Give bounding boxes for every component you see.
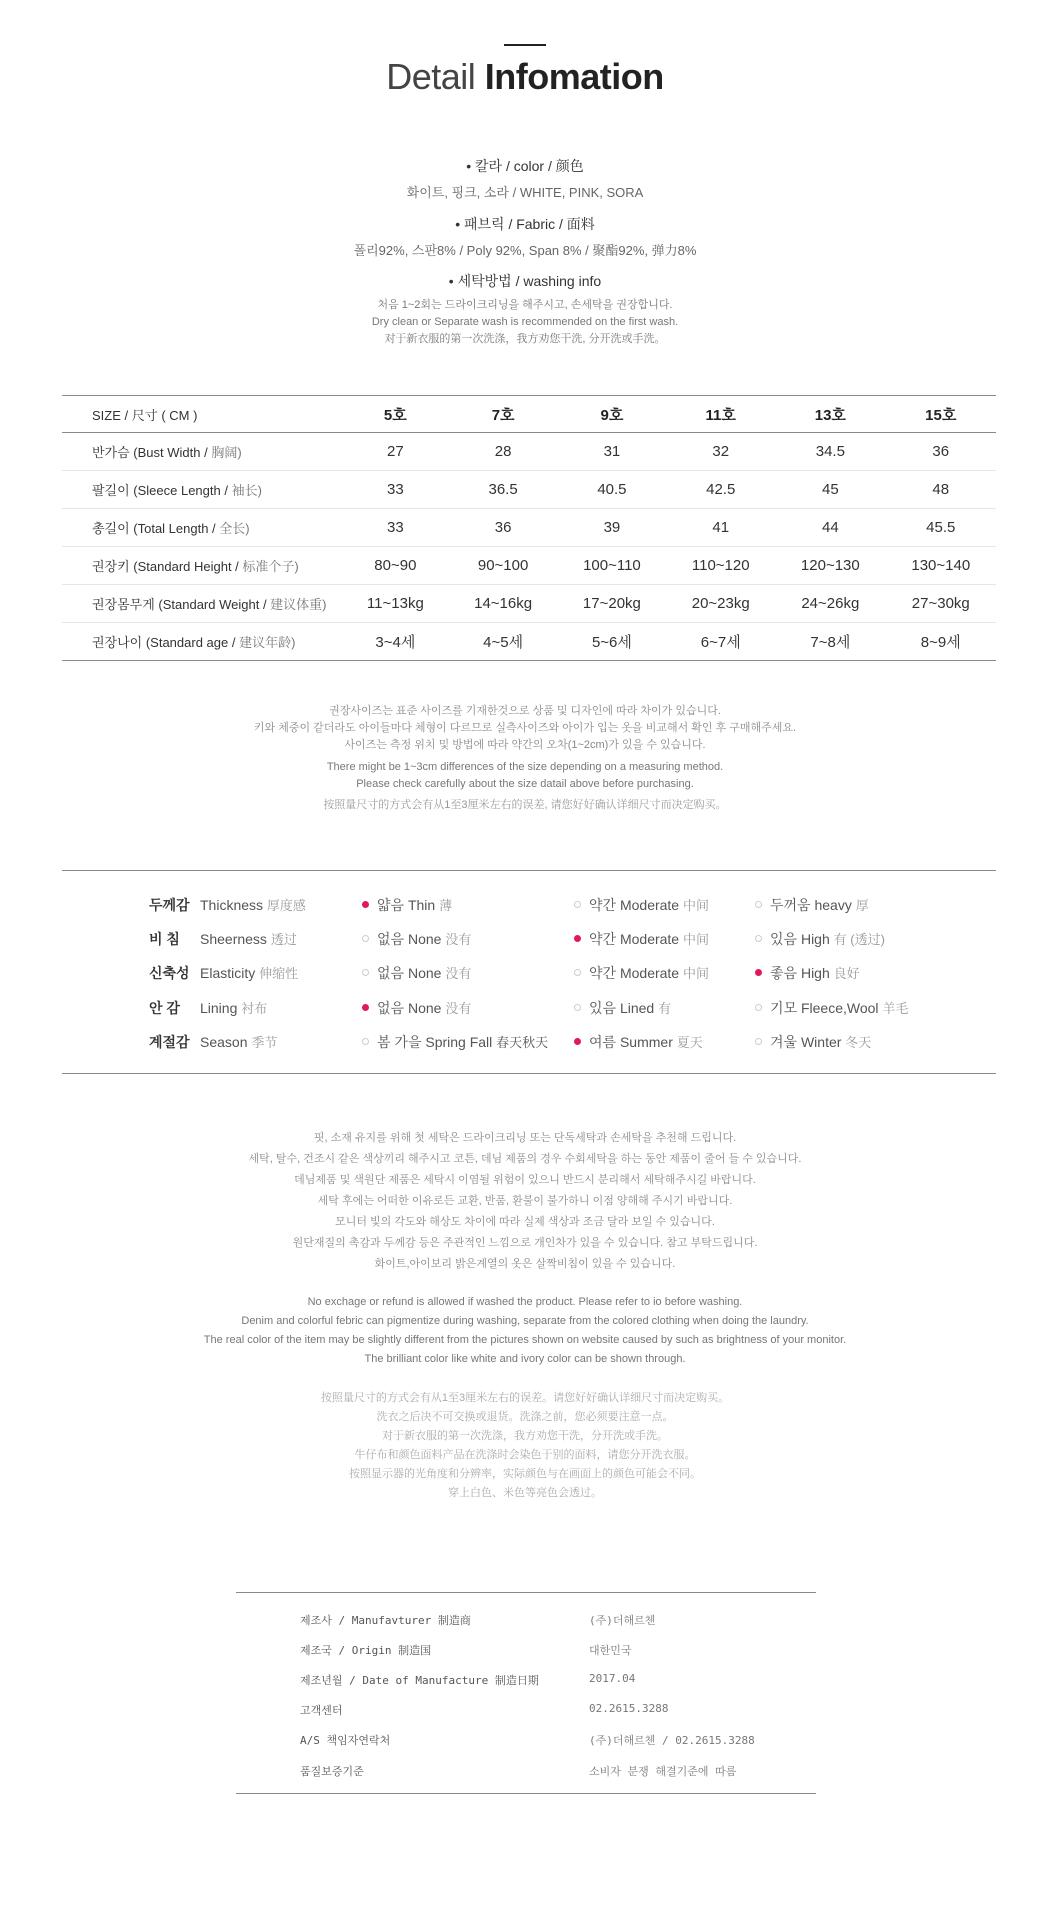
attribute-label-en-text: Elasticity (200, 965, 256, 981)
radio-dot-icon (755, 935, 762, 942)
manufacturer-row (236, 1763, 816, 1783)
color-heading: • 칼라 / color / 颜色 (466, 158, 584, 174)
manufacturer-key: 고객센터 (300, 1704, 343, 1717)
row-label (62, 623, 342, 661)
option-zh: 有 (658, 1001, 672, 1016)
option-ko: 얇음 (377, 897, 405, 913)
attribute-label-ko: 신축성 (149, 965, 190, 981)
option-winter (755, 1032, 871, 1052)
manufacturer-row (236, 1612, 816, 1632)
table-row (62, 509, 996, 547)
row-label (62, 471, 342, 509)
table-cell: 24~26kg (775, 585, 885, 623)
table-cell: 45.5 (886, 509, 996, 547)
radio-dot-icon (755, 901, 762, 908)
fabric-values: 폴리92%, 스판8% / Poly 92%, Span 8% / 聚酯92%, 弹力8% (353, 243, 697, 258)
washing-heading: • 세탁방법 / washing info (448, 273, 602, 289)
option-moderate (574, 895, 709, 915)
radio-dot-icon (574, 901, 581, 908)
attribute-label-en (200, 998, 267, 1017)
table-cell: 41 (666, 509, 775, 547)
care-ko (0, 1128, 1050, 1275)
attribute-label-ko: 두께감 (149, 897, 190, 913)
attribute-row-thickness (0, 895, 1050, 915)
table-cell: 32 (666, 433, 775, 471)
option-zh: 春天秋天 (496, 1035, 549, 1050)
radio-dot-icon (755, 969, 762, 976)
table-row (62, 547, 996, 585)
care-cn-line: 对于新衣服的第一次洗涤，我方劝您干洗，分开洗或手洗。 (382, 1430, 668, 1442)
manufacturer-row (236, 1642, 816, 1662)
table-cell: 44 (775, 509, 885, 547)
title-accent-bar (504, 44, 546, 46)
size-note-ko-1: 키와 체중이 같더라도 아이들마다 체형이 다르므로 실측사이즈와 아이가 입는 옷을 비교해서 확인 후 구매해주세요. (253, 722, 797, 734)
size-col-15: 15호 (886, 396, 996, 433)
option-none (362, 998, 471, 1018)
attribute-label-zh: 伸缩性 (259, 966, 299, 981)
option-zh: 羊毛 (882, 1001, 909, 1016)
option-high (755, 929, 885, 949)
radio-dot-icon (574, 1038, 581, 1045)
table-row (62, 433, 996, 471)
size-table (62, 395, 996, 661)
table-cell: 40.5 (558, 471, 667, 509)
option-moderate (574, 929, 709, 949)
table-cell: 80~90 (342, 547, 449, 585)
option-en: Moderate (619, 931, 680, 947)
table-row (62, 623, 996, 661)
attribute-row-elasticity (0, 963, 1050, 983)
fabric-heading: • 패브릭 / Fabric / 面料 (455, 216, 595, 232)
care-en-line: The real color of the item may be slightly different from the pictures shown on website caused by such as brightness of your monitor. (203, 1334, 847, 1346)
manufacturer-value: 소비자 분쟁 해결기준에 따름 (589, 1765, 737, 1778)
radio-dot-icon (362, 1038, 369, 1045)
size-note (0, 703, 1050, 814)
row-label (62, 585, 342, 623)
attribute-label-zh: 衬布 (241, 1001, 268, 1016)
row-label-sub: 建议年龄) (239, 635, 296, 650)
attribute-label-en-text: Lining (200, 1000, 238, 1016)
table-cell: 34.5 (775, 433, 885, 471)
radio-dot-icon (574, 1004, 581, 1011)
table-cell: 39 (558, 509, 667, 547)
manufacturer-value: (주)더해르첸 / 02.2615.3288 (589, 1734, 755, 1747)
table-cell: 100~110 (558, 547, 667, 585)
table-cell: 130~140 (886, 547, 996, 585)
option-zh: 薄 (439, 898, 453, 913)
option-en: Lined (619, 1000, 655, 1016)
option-zh: 没有 (445, 966, 472, 981)
page-title (0, 56, 1050, 98)
option-ko: 기모 (770, 1000, 798, 1016)
table-cell: 6~7세 (666, 623, 775, 661)
attribute-label-ko: 계절감 (149, 1034, 190, 1050)
option-moderate (574, 963, 709, 983)
option-ko: 있음 (589, 1000, 617, 1016)
table-cell: 36 (449, 509, 558, 547)
care-en (0, 1293, 1050, 1369)
attributes-bottom-rule (62, 1073, 996, 1074)
option-zh: 良好 (833, 966, 860, 981)
manufacturer-value: 대한민국 (589, 1644, 632, 1657)
care-cn-line: 按照显示器的光角度和分辨率，实际颜色与在画面上的颜色可能会不同。 (349, 1468, 701, 1480)
color-values: 화이트, 핑크, 소라 / WHITE, PINK, SORA (406, 185, 644, 200)
table-row (62, 585, 996, 623)
option-zh: 中间 (683, 898, 710, 913)
row-label (62, 433, 342, 471)
care-ko-line: 모니터 빛의 각도와 해상도 차이에 따라 실제 색상과 조금 달라 보일 수 있습니다. (335, 1216, 715, 1228)
manufacturer-row (236, 1702, 816, 1722)
manufacturer-key: 제조년월 / Date of Manufacture 制造日期 (300, 1674, 539, 1687)
radio-dot-icon (362, 901, 369, 908)
attributes-top-rule (62, 870, 996, 871)
table-cell: 27 (342, 433, 449, 471)
radio-dot-icon (362, 969, 369, 976)
table-cell: 3~4세 (342, 623, 449, 661)
option-high (755, 963, 860, 983)
attribute-label-en (200, 929, 297, 948)
attribute-label-en-text: Thickness (200, 897, 264, 913)
care-ko-line: 세탁 후에는 어떠한 이유로든 교환, 반품, 환불이 불가하니 이점 양해해 주시기 바랍니다. (317, 1195, 733, 1207)
option-zh: 夏天 (676, 1035, 703, 1050)
size-note-en-0: There might be 1~3cm differences of the size depending on a measuring method. (326, 761, 724, 773)
option-ko: 없음 (377, 965, 405, 981)
size-note-ko-0: 권장사이즈는 표준 사이즈를 기재한것으로 상품 및 디자인에 따라 차이가 있습니다. (329, 705, 721, 717)
size-col-9: 9호 (558, 396, 667, 433)
color-info (0, 156, 1050, 201)
option-heavy (755, 895, 869, 915)
size-col-11: 11호 (666, 396, 775, 433)
table-cell: 5~6세 (558, 623, 667, 661)
attribute-label-en (200, 963, 298, 982)
option-none (362, 963, 471, 983)
manufacturer-value: (주)더해르첸 (589, 1614, 656, 1627)
manufacturer-key: 제조국 / Origin 制造国 (300, 1644, 432, 1657)
option-zh: 没有 (445, 932, 472, 947)
option-ko: 좋음 (770, 965, 798, 981)
table-cell: 7~8세 (775, 623, 885, 661)
table-cell: 14~16kg (449, 585, 558, 623)
table-cell: 28 (449, 433, 558, 471)
attribute-label-en (200, 895, 306, 914)
option-ko: 없음 (377, 931, 405, 947)
table-cell: 48 (886, 471, 996, 509)
size-table-header (62, 396, 996, 433)
option-en: Summer (619, 1034, 673, 1050)
option-zh: 没有 (445, 1001, 472, 1016)
manufacturer-key: 제조사 / Manufavturer 制造商 (300, 1614, 471, 1627)
row-label-main: 권장몸무게 (Standard Weight / (92, 597, 271, 612)
attribute-label-zh: 透过 (270, 932, 297, 947)
row-label-main: 반가슴 (Bust Width / (92, 445, 212, 460)
table-row (62, 471, 996, 509)
size-col-7: 7호 (449, 396, 558, 433)
row-label-main: 권장나이 (Standard age / (92, 635, 240, 650)
option-ko: 두꺼움 (770, 897, 811, 913)
option-fleece (755, 998, 908, 1018)
option-ko: 없음 (377, 1000, 405, 1016)
manufacturer-row (236, 1672, 816, 1692)
table-cell: 42.5 (666, 471, 775, 509)
option-ko: 약간 (589, 897, 617, 913)
radio-dot-icon (574, 969, 581, 976)
radio-dot-icon (755, 1038, 762, 1045)
attribute-label-ko: 비 침 (149, 931, 180, 947)
size-note-en-1: Please check carefully about the size datail above before purchasing. (356, 778, 694, 790)
row-label-main: 총길이 (Total Length / (92, 521, 220, 536)
option-ko: 약간 (589, 965, 617, 981)
table-cell: 36.5 (449, 471, 558, 509)
row-label-main: 권장키 (Standard Height / (92, 559, 243, 574)
row-label-sub: 全长) (219, 521, 250, 536)
option-en: None (407, 965, 442, 981)
table-cell: 20~23kg (666, 585, 775, 623)
care-en-line: No exchage or refund is allowed if washed the product. Please refer to io before washing. (307, 1296, 743, 1308)
option-ko: 여름 (589, 1034, 617, 1050)
row-label-sub: 标准个子) (242, 559, 299, 574)
table-cell: 110~120 (666, 547, 775, 585)
option-en: High (800, 931, 830, 947)
option-summer (574, 1032, 703, 1052)
option-zh: 中间 (683, 966, 710, 981)
attribute-label-en-text: Sheerness (200, 931, 267, 947)
option-en: None (407, 1000, 442, 1016)
washing-info (0, 271, 1050, 348)
option-en: Thin (407, 897, 436, 913)
table-cell: 31 (558, 433, 667, 471)
size-col-13: 13호 (775, 396, 885, 433)
row-label-sub: 胸阔) (211, 445, 242, 460)
table-cell: 11~13kg (342, 585, 449, 623)
option-en: None (407, 931, 442, 947)
option-ko: 약간 (589, 931, 617, 947)
option-lined (574, 998, 671, 1018)
care-en-line: Denim and colorful febric can pigmentize during washing, separate from the colored clothing when doing the laundry. (241, 1315, 809, 1327)
attribute-row-season (0, 1032, 1050, 1052)
option-en: High (800, 965, 830, 981)
size-header-label: SIZE / 尺寸 ( CM ) (62, 396, 342, 433)
option-ko: 겨울 (770, 1034, 798, 1050)
option-ko: 봄 가을 (377, 1034, 422, 1050)
manufacturer-key: A/S 책임자연락처 (300, 1734, 391, 1747)
option-ko: 있음 (770, 931, 798, 947)
care-ko-line: 세탁, 탈수, 건조시 같은 색상끼리 해주시고 코튼, 데님 제품의 경우 수회세탁을 하는 동안 제품이 줄어 들 수 있습니다. (248, 1153, 802, 1165)
care-cn-line: 穿上白色、米色等亮色会透过。 (448, 1487, 602, 1499)
care-cn-line: 牛仔布和颜色面料产品在洗涤时会染色于别的面料，请您分开洗衣服。 (354, 1449, 696, 1461)
option-en: Moderate (619, 897, 680, 913)
option-zh: 厚 (855, 898, 869, 913)
option-thin (362, 895, 452, 915)
option-spring-fall (362, 1032, 548, 1052)
manufacturer-table (236, 1592, 816, 1794)
option-en: Moderate (619, 965, 680, 981)
table-cell: 45 (775, 471, 885, 509)
attribute-label-ko: 안 감 (149, 1000, 180, 1016)
row-label (62, 547, 342, 585)
table-cell: 4~5세 (449, 623, 558, 661)
washing-line-ko: 처음 1~2회는 드라이크리닝을 해주시고, 손세탁을 권장합니다. (377, 299, 673, 311)
table-cell: 120~130 (775, 547, 885, 585)
attribute-label-en (200, 1032, 277, 1051)
table-cell: 36 (886, 433, 996, 471)
manufacturer-key: 품질보증기준 (300, 1765, 364, 1778)
radio-dot-icon (574, 935, 581, 942)
option-en: heavy (814, 897, 852, 913)
option-en: Spring Fall (425, 1034, 493, 1050)
care-cn (0, 1389, 1050, 1503)
table-cell: 90~100 (449, 547, 558, 585)
care-cn-line: 按照量尺寸的方式会有从1至3厘米左右的误差。请您好好确认详细尺寸而决定购买。 (320, 1392, 730, 1404)
page-title-light: Detail (386, 56, 476, 97)
table-cell: 33 (342, 509, 449, 547)
option-none (362, 929, 471, 949)
option-zh: 中间 (683, 932, 710, 947)
row-label-sub: 建议体重) (270, 597, 327, 612)
manufacturer-row (236, 1732, 816, 1752)
fabric-info (0, 214, 1050, 259)
attribute-label-zh: 季节 (251, 1035, 278, 1050)
row-label (62, 509, 342, 547)
table-cell: 33 (342, 471, 449, 509)
option-zh: 有 (透过) (833, 932, 885, 947)
size-col-5: 5호 (342, 396, 449, 433)
care-cn-line: 洗衣之后决不可交换或退货。洗涤之前，您必须要注意一点。 (376, 1411, 674, 1423)
manufacturer-value: 2017.04 (589, 1672, 636, 1685)
row-label-main: 팔길이 (Sleece Length / (92, 483, 232, 498)
manufacturer-value: 02.2615.3288 (589, 1702, 669, 1715)
care-ko-line: 데님제품 및 색원단 제품은 세탁시 이염될 위험이 있으니 반드시 분리해서 세탁해주시길 바랍니다. (294, 1174, 756, 1186)
care-en-line: The brilliant color like white and ivory color can be shown through. (364, 1353, 686, 1365)
page-title-bold: Infomation (484, 56, 664, 97)
attribute-label-en-text: Season (200, 1034, 248, 1050)
table-cell: 8~9세 (886, 623, 996, 661)
option-zh: 冬天 (845, 1035, 872, 1050)
table-cell: 17~20kg (558, 585, 667, 623)
size-note-cn: 按照量尺寸的方式会有从1至3厘米左右的误差, 请您好好确认详细尺寸而决定购买。 (323, 799, 727, 811)
radio-dot-icon (362, 935, 369, 942)
care-ko-line: 화이트,아이보리 밝은계열의 옷은 살짝비침이 있을 수 있습니다. (374, 1258, 676, 1270)
washing-line-cn: 对于新衣服的第一次洗涤，我方劝您干洗, 分开洗或手洗。 (384, 333, 666, 345)
option-en: Fleece,Wool (800, 1000, 879, 1016)
table-cell: 27~30kg (886, 585, 996, 623)
radio-dot-icon (755, 1004, 762, 1011)
option-en: Winter (800, 1034, 842, 1050)
attribute-row-sheerness (0, 929, 1050, 949)
radio-dot-icon (362, 1004, 369, 1011)
size-note-ko-2: 사이즈는 측정 위치 및 방법에 따라 약간의 오차(1~2cm)가 있을 수 있습니다. (344, 739, 706, 751)
washing-line-en: Dry clean or Separate wash is recommended on the first wash. (371, 316, 679, 328)
attribute-row-lining (0, 998, 1050, 1018)
care-ko-line: 핏, 소재 유지를 위해 첫 세탁은 드라이크리닝 또는 단독세탁과 손세탁을 추천해 드립니다. (313, 1132, 737, 1144)
care-ko-line: 원단재질의 촉감과 두께감 등은 주관적인 느낌으로 개인차가 있을 수 있습니다. 참고 부탁드립니다. (292, 1237, 758, 1249)
attribute-label-zh: 厚度感 (266, 898, 306, 913)
row-label-sub: 袖长) (231, 483, 262, 498)
